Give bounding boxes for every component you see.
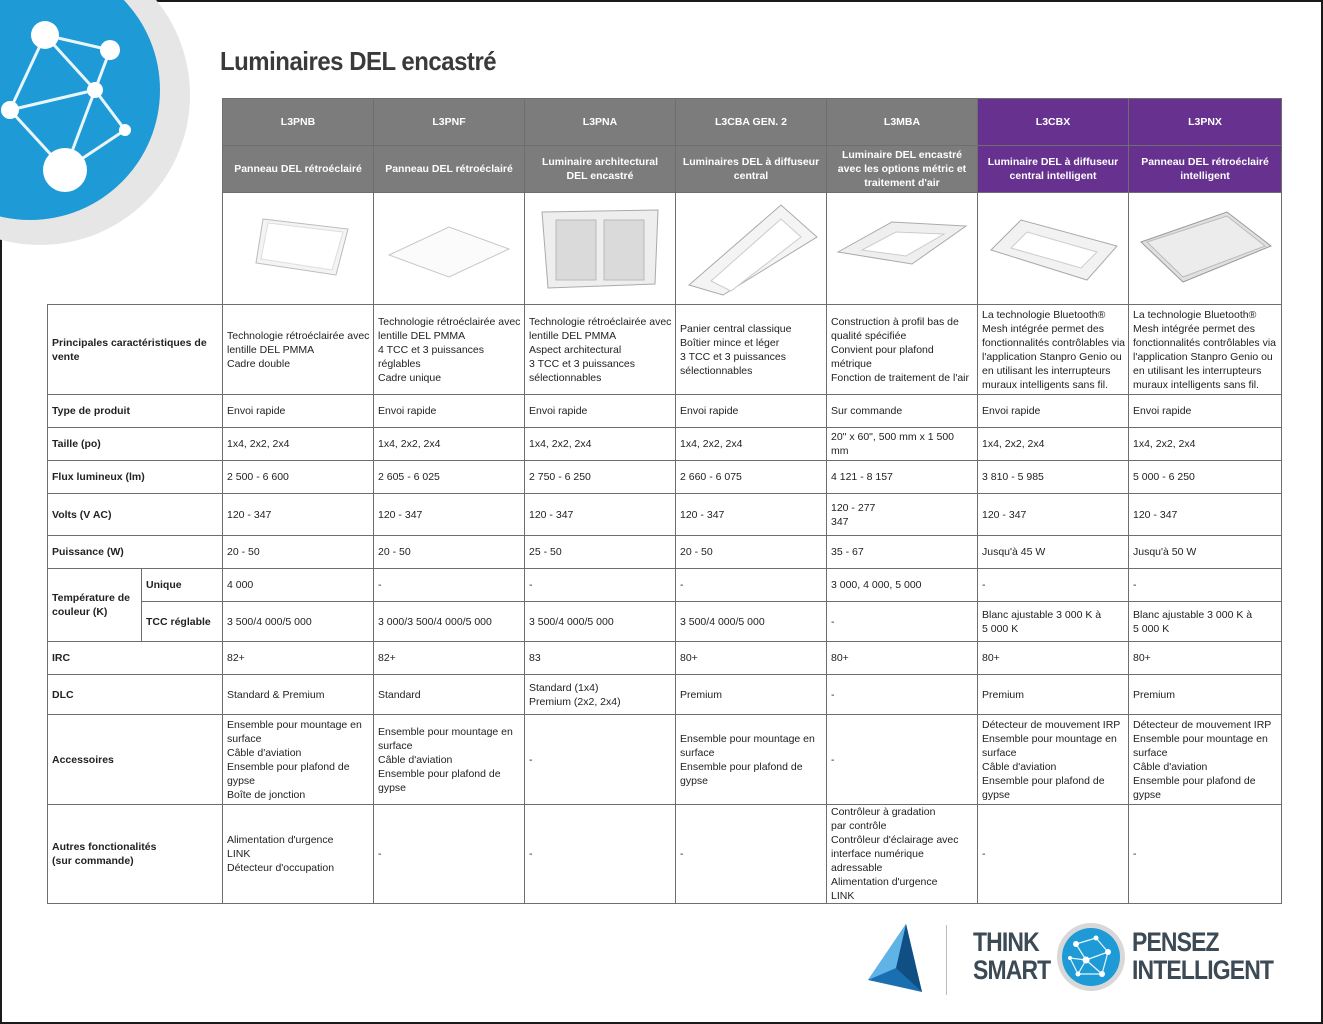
product-code: L3PNX xyxy=(1129,99,1282,146)
think-smart-text xyxy=(973,928,1050,984)
table-cell: 3 500/4 000/5 000 xyxy=(525,602,676,642)
table-cell: Envoi rapide xyxy=(978,395,1129,428)
table-cell: 120 - 347 xyxy=(374,494,525,536)
table-cell: 20 - 50 xyxy=(223,536,374,569)
product-description: Panneau DEL rétroéclairé xyxy=(374,146,525,193)
table-row xyxy=(48,642,1282,675)
table-cell: Envoi rapide xyxy=(525,395,676,428)
product-image-l3cba xyxy=(676,193,827,305)
table-cell: - xyxy=(525,805,676,904)
table-cell: Premium xyxy=(1129,675,1282,715)
table-cell: - xyxy=(978,569,1129,602)
table-cell: 1x4, 2x2, 2x4 xyxy=(1129,428,1282,461)
table-cell: 80+ xyxy=(1129,642,1282,675)
table-cell: - xyxy=(1129,805,1282,904)
table-cell: 3 500/4 000/5 000 xyxy=(676,602,827,642)
table-cell: Ensemble pour mountage en surface Câble d'aviation Ensemble pour plafond de gypse xyxy=(374,715,525,805)
product-image-l3cbx xyxy=(978,193,1129,305)
row-label: Type de produit xyxy=(48,395,223,428)
product-description: Luminaire DEL à diffuseur central intelligent xyxy=(978,146,1129,193)
table-row xyxy=(48,602,1282,642)
table-cell: 4 121 - 8 157 xyxy=(827,461,978,494)
product-description: Panneau DEL rétroéclairé intelligent xyxy=(1129,146,1282,193)
table-cell: 2 500 - 6 600 xyxy=(223,461,374,494)
table-cell: 5 000 - 6 250 xyxy=(1129,461,1282,494)
table-row xyxy=(48,715,1282,805)
table-cell: - xyxy=(676,569,827,602)
table-cell: Technologie rétroéclairée avec lentille DEL PMMA 4 TCC et 3 puissances réglables Cadre unique xyxy=(374,305,525,395)
header-code-row xyxy=(48,99,1282,146)
table-cell: 80+ xyxy=(676,642,827,675)
row-sublabel: TCC réglable xyxy=(142,602,223,642)
product-code: L3PNA xyxy=(525,99,676,146)
product-description: Luminaires DEL à diffuseur central xyxy=(676,146,827,193)
table-cell: - xyxy=(978,805,1129,904)
table-row xyxy=(48,494,1282,536)
table-cell: 120 - 347 xyxy=(978,494,1129,536)
row-label: Volts (V AC) xyxy=(48,494,223,536)
table-cell: - xyxy=(827,602,978,642)
row-label: Principales caractéristiques de vente xyxy=(48,305,223,395)
table-cell: 20 - 50 xyxy=(676,536,827,569)
table-cell: 120 - 347 xyxy=(676,494,827,536)
think-word: THINK xyxy=(973,927,1039,957)
product-image-l3mba xyxy=(827,193,978,305)
table-cell: - xyxy=(525,569,676,602)
table-cell: Envoi rapide xyxy=(676,395,827,428)
row-sublabel: Unique xyxy=(142,569,223,602)
company-logo-icon xyxy=(866,922,924,994)
table-cell: Standard (1x4) Premium (2x2, 2x4) xyxy=(525,675,676,715)
product-code: L3MBA xyxy=(827,99,978,146)
table-cell: 80+ xyxy=(978,642,1129,675)
table-cell: La technologie Bluetooth® Mesh intégrée permet des fonctionnalités contrôlables via l'application Stanpro Genio ou en utilisant les interrupteurs muraux intelligents sans fil. xyxy=(978,305,1129,395)
table-cell: 120 - 347 xyxy=(1129,494,1282,536)
table-cell: Alimentation d'urgence LINK Détecteur d'occupation xyxy=(223,805,374,904)
table-cell: 3 000, 4 000, 5 000 xyxy=(827,569,978,602)
product-image-l3pna xyxy=(525,193,676,305)
table-cell: 1x4, 2x2, 2x4 xyxy=(223,428,374,461)
table-cell: Premium xyxy=(676,675,827,715)
table-cell: Premium xyxy=(978,675,1129,715)
table-cell: 82+ xyxy=(223,642,374,675)
table-cell: 1x4, 2x2, 2x4 xyxy=(978,428,1129,461)
header-desc-row xyxy=(48,146,1282,193)
table-cell: - xyxy=(827,675,978,715)
table-cell: 2 660 - 6 075 xyxy=(676,461,827,494)
table-row xyxy=(48,805,1282,904)
table-cell: - xyxy=(525,715,676,805)
table-row xyxy=(48,395,1282,428)
table-cell: - xyxy=(1129,569,1282,602)
product-image-l3pnx xyxy=(1129,193,1282,305)
table-cell: 1x4, 2x2, 2x4 xyxy=(374,428,525,461)
product-description: Luminaire architectural DEL encastré xyxy=(525,146,676,193)
row-label: Autres fonctionalités (sur commande) xyxy=(48,805,223,904)
table-cell: 1x4, 2x2, 2x4 xyxy=(676,428,827,461)
table-cell: Ensemble pour mountage en surface Ensemble pour plafond de gypse xyxy=(676,715,827,805)
table-cell: 3 810 - 5 985 xyxy=(978,461,1129,494)
table-cell: 83 xyxy=(525,642,676,675)
footer-divider xyxy=(946,925,947,995)
intelligent-word: INTELLIGENT xyxy=(1132,955,1274,985)
product-image-row xyxy=(48,193,1282,305)
table-cell: 3 500/4 000/5 000 xyxy=(223,602,374,642)
table-cell: 4 000 xyxy=(223,569,374,602)
table-cell: 120 - 347 xyxy=(223,494,374,536)
table-cell: 25 - 50 xyxy=(525,536,676,569)
product-code: L3CBA GEN. 2 xyxy=(676,99,827,146)
table-cell: Détecteur de mouvement IRP Ensemble pour mountage en surface Câble d'aviation Ensemble pour plafond de gypse xyxy=(1129,715,1282,805)
table-row xyxy=(48,569,1282,602)
table-cell: Blanc ajustable 3 000 K à 5 000 K xyxy=(1129,602,1282,642)
table-cell: Envoi rapide xyxy=(223,395,374,428)
pensez-intelligent-text xyxy=(1132,928,1273,984)
product-description: Luminaire DEL encastré avec les options métric et traitement d'air xyxy=(827,146,978,193)
table-row xyxy=(48,675,1282,715)
think-smart-globe-icon xyxy=(1056,922,1126,992)
table-cell: - xyxy=(374,569,525,602)
table-cell: 82+ xyxy=(374,642,525,675)
row-label: Flux lumineux (lm) xyxy=(48,461,223,494)
table-cell: - xyxy=(827,715,978,805)
table-cell: 120 - 277 347 xyxy=(827,494,978,536)
table-cell: La technologie Bluetooth® Mesh intégrée permet des fonctionnalités contrôlables via l'application Stanpro Genio ou en utilisant les interrupteurs muraux intelligents sans fil. xyxy=(1129,305,1282,395)
table-cell: 2 605 - 6 025 xyxy=(374,461,525,494)
table-row xyxy=(48,428,1282,461)
table-cell: 20" x 60", 500 mm x 1 500 mm xyxy=(827,428,978,461)
table-cell: - xyxy=(374,805,525,904)
product-description: Panneau DEL rétroéclairé xyxy=(223,146,374,193)
table-cell: 120 - 347 xyxy=(525,494,676,536)
table-cell: 1x4, 2x2, 2x4 xyxy=(525,428,676,461)
table-cell: Envoi rapide xyxy=(1129,395,1282,428)
table-cell: Détecteur de mouvement IRP Ensemble pour mountage en surface Câble d'aviation Ensemble pour plafond de gypse xyxy=(978,715,1129,805)
table-cell: Jusqu'à 45 W xyxy=(978,536,1129,569)
table-cell: - xyxy=(676,805,827,904)
table-cell: Blanc ajustable 3 000 K à 5 000 K xyxy=(978,602,1129,642)
row-label: Température de couleur (K) xyxy=(48,569,142,642)
table-cell: Sur commande xyxy=(827,395,978,428)
row-label: Accessoires xyxy=(48,715,223,805)
product-code: L3CBX xyxy=(978,99,1129,146)
table-cell: Ensemble pour mountage en surface Câble d'aviation Ensemble pour plafond de gypse Boîte de jonction xyxy=(223,715,374,805)
table-cell: Construction à profil bas de qualité spécifiée Convient pour plafond métrique Fonction de traitement de l'air xyxy=(827,305,978,395)
table-cell: 20 - 50 xyxy=(374,536,525,569)
table-cell: Panier central classique Boîtier mince et léger 3 TCC et 3 puissances sélectionnables xyxy=(676,305,827,395)
table-cell: Standard & Premium xyxy=(223,675,374,715)
table-cell: 35 - 67 xyxy=(827,536,978,569)
pensez-word: PENSEZ xyxy=(1132,927,1219,957)
table-cell: Technologie rétroéclairée avec lentille DEL PMMA Aspect architectural 3 TCC et 3 puissances sélectionnables xyxy=(525,305,676,395)
table-cell: Contrôleur à gradation par contrôle Contrôleur d'éclairage avec interface numérique adressable Alimentation d'urgence LINK xyxy=(827,805,978,904)
table-cell: Standard xyxy=(374,675,525,715)
table-cell: 3 000/3 500/4 000/5 000 xyxy=(374,602,525,642)
table-cell: 80+ xyxy=(827,642,978,675)
table-cell: Jusqu'à 50 W xyxy=(1129,536,1282,569)
product-image-l3pnb xyxy=(223,193,374,305)
row-label: DLC xyxy=(48,675,223,715)
spec-table xyxy=(47,98,1282,904)
smart-word: SMART xyxy=(973,955,1051,985)
table-row xyxy=(48,536,1282,569)
row-label: Puissance (W) xyxy=(48,536,223,569)
table-cell: Technologie rétroéclairée avec lentille DEL PMMA Cadre double xyxy=(223,305,374,395)
product-code: L3PNB xyxy=(223,99,374,146)
table-cell: 2 750 - 6 250 xyxy=(525,461,676,494)
table-cell: Envoi rapide xyxy=(374,395,525,428)
product-image-l3pnf xyxy=(374,193,525,305)
product-code: L3PNF xyxy=(374,99,525,146)
row-label: Taille (po) xyxy=(48,428,223,461)
page-title: Luminaires DEL encastré xyxy=(220,46,497,76)
row-label: IRC xyxy=(48,642,223,675)
table-row xyxy=(48,461,1282,494)
table-row xyxy=(48,305,1282,395)
